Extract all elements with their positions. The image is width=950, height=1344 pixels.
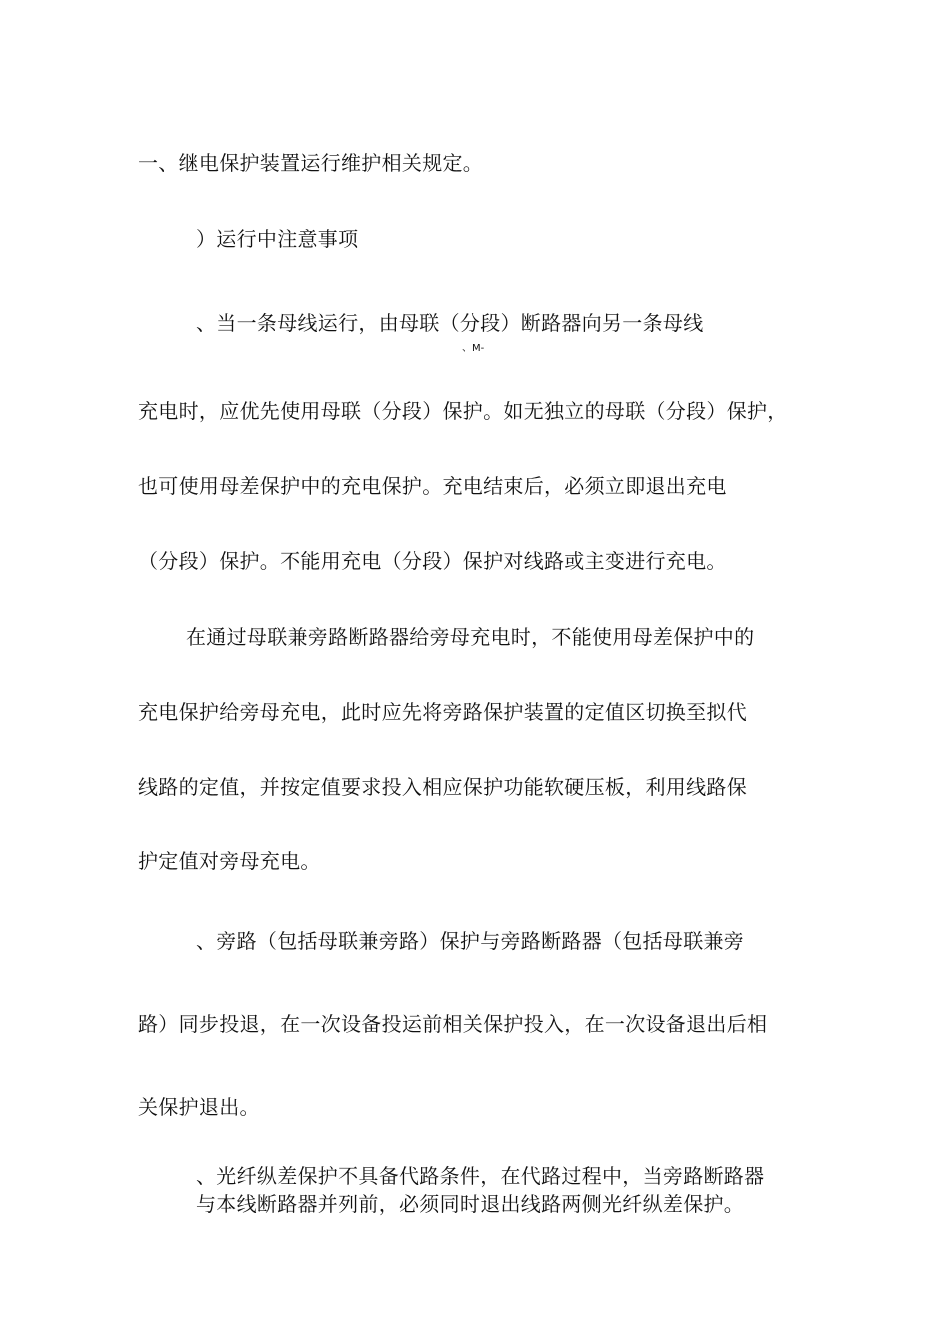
- item2-line3: 线路的定值，并按定值要求投入相应保护功能软硬压板，利用线路保: [138, 775, 747, 799]
- item1-line4: （分段）保护。不能用充电（分段）保护对线路或主变进行充电。: [138, 549, 727, 573]
- item4-line2: 与本线断路器并列前，必须同时退出线路两侧光纤纵差保护。: [196, 1192, 745, 1216]
- section-heading: 一、继电保护装置运行维护相关规定。: [138, 151, 484, 175]
- item2-line1: 在通过母联兼旁路断路器给旁母充电时，不能使用母差保护中的: [186, 625, 755, 649]
- item3-line3: 关保护退出。: [138, 1095, 260, 1119]
- item1-line2: 充电时，应优先使用母联（分段）保护。如无独立的母联（分段）保护，: [138, 399, 788, 423]
- item3-line1: 、旁路（包括母联兼旁路）保护与旁路断路器（包括母联兼旁: [196, 929, 745, 953]
- item4-line1: 、光纤纵差保护不具备代路条件，在代路过程中，当旁路断路器: [196, 1164, 765, 1188]
- subsection-heading: ）运行中注意事项: [196, 227, 359, 251]
- item1-line3: 也可使用母差保护中的充电保护。充电结束后，必须立即退出充电: [138, 474, 727, 498]
- item3-line2: 路）同步投退，在一次设备投运前相关保护投入，在一次设备退出后相: [138, 1012, 768, 1036]
- item2-line4: 护定值对旁母充电。: [138, 849, 321, 873]
- item1-margin-mark: 、M-: [462, 343, 485, 354]
- item2-line2: 充电保护给旁母充电，此时应先将旁路保护装置的定值区切换至拟代: [138, 700, 747, 724]
- item1-line1: 、当一条母线运行，由母联（分段）断路器向另一条母线: [196, 311, 704, 335]
